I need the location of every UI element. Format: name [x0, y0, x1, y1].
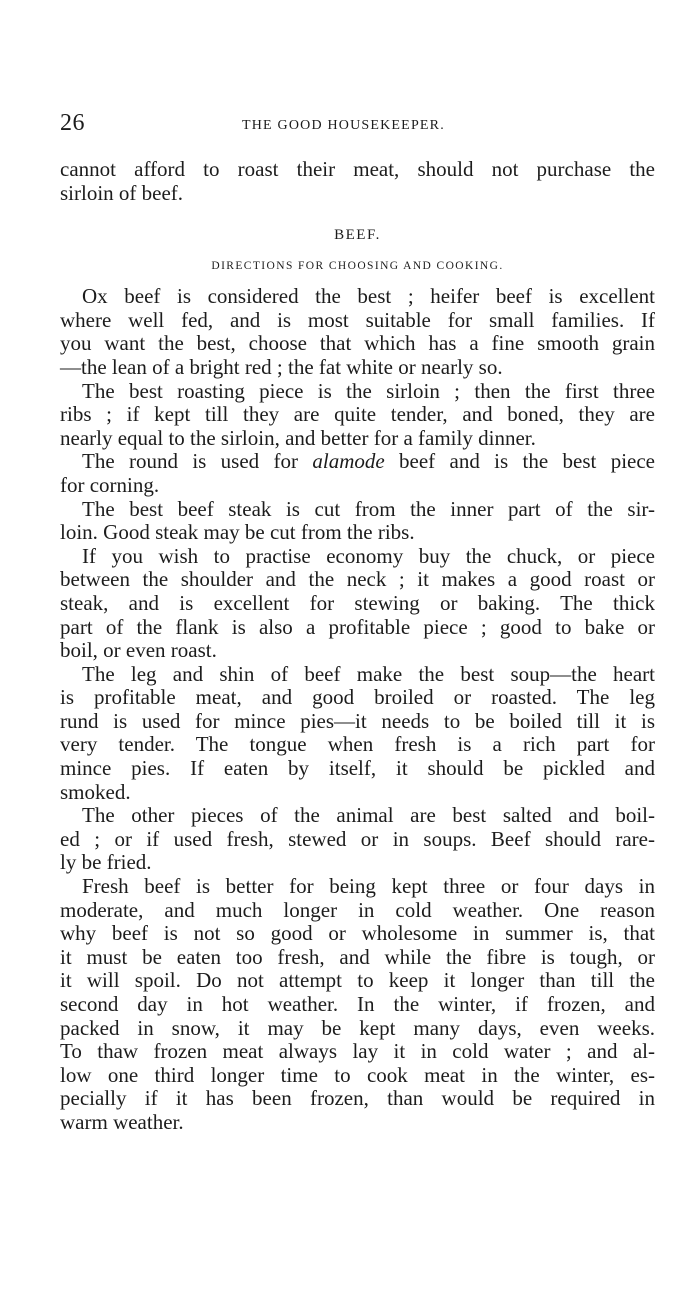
text-line: The leg and shin of beef make the best soup—the heart — [82, 661, 655, 686]
page-number: 26 — [60, 110, 85, 136]
opening-paragraph — [60, 158, 655, 205]
text-line: it must be eaten too fresh, and while the fibre is tough, or — [60, 944, 655, 969]
text-fragment: The round is used for — [82, 449, 313, 474]
text-line: ly be fried. — [60, 850, 152, 875]
text-line: you want the best, choose that which has a fine smooth grain — [60, 331, 655, 356]
text-line: smoked. — [60, 779, 131, 804]
text-line: Ox beef is considered the best ; heifer beef is excellent — [82, 284, 655, 309]
text-line: second day in hot weather. In the winter, if frozen, and — [60, 992, 655, 1016]
text-line: The best roasting piece is the sirloin ; then the first three — [82, 378, 655, 403]
text-line: cannot afford to roast their meat, should not purchase the — [60, 157, 655, 181]
text-line: low one third longer time to cook meat in the winter, es- — [60, 1062, 655, 1087]
text-line: sirloin of beef. — [60, 180, 184, 205]
text-line: ribs ; if kept till they are quite tender, and boned, they are — [60, 402, 655, 427]
text-line: for corning. — [60, 472, 160, 497]
text-line: part of the flank is also a profitable piece ; good to bake or — [60, 614, 655, 639]
page-body — [60, 158, 655, 1135]
text-line: moderate, and much longer in cold weather. One reason — [60, 897, 655, 922]
paragraph-fresh-beef — [60, 875, 655, 1135]
running-head: THE GOOD HOUSEKEEPER. — [242, 118, 445, 133]
text-line: loin. Good steak may be cut from the ribs. — [60, 520, 415, 545]
text-line: why beef is not so good or wholesome in summer is, that — [60, 921, 655, 946]
text-line: Fresh beef is better for being kept three or four days in — [82, 874, 655, 899]
text-line: boil, or even roast. — [60, 638, 217, 663]
paragraph-roasting-piece — [60, 380, 655, 451]
text-line: steak, and is excellent for stewing or baking. The thick — [60, 590, 655, 615]
text-line: ed ; or if used fresh, stewed or in soups. Beef should rare- — [60, 826, 655, 851]
text-line: packed in snow, it may be kept many days, even weeks. — [60, 1015, 655, 1040]
text-line: rund is used for mince pies—it needs to be boiled till it is — [60, 708, 655, 733]
text-line — [60, 450, 655, 474]
paragraph-round — [60, 450, 655, 497]
paragraph-beef-steak — [60, 498, 655, 545]
paragraph-economy — [60, 545, 655, 663]
text-fragment: beef and is the best piece — [384, 449, 655, 474]
section-title: BEEF. — [334, 227, 381, 244]
text-line: nearly equal to the sirloin, and better for a family dinner. — [60, 425, 536, 450]
paragraph-other-pieces — [60, 804, 655, 875]
text-line: it will spoil. Do not attempt to keep it longer than till the — [60, 968, 655, 993]
text-line: mince pies. If eaten by itself, it should be pickled and — [60, 756, 655, 781]
text-line: where well fed, and is most suitable for small families. If — [60, 307, 655, 332]
italic-term: alamode — [312, 449, 385, 474]
text-line: To thaw frozen meat always lay it in cold water ; and al- — [60, 1039, 655, 1064]
text-line: is profitable meat, and good broiled or roasted. The leg — [60, 685, 655, 710]
text-line: —the lean of a bright red ; the fat white or nearly so. — [60, 354, 503, 379]
text-line: The best beef steak is cut from the inner part of the sir- — [82, 496, 655, 521]
paragraph-leg-and-shin — [60, 663, 655, 805]
text-line: The other pieces of the animal are best salted and boil- — [82, 803, 655, 828]
section-subtitle: DIRECTIONS FOR CHOOSING AND COOKING. — [211, 260, 504, 273]
text-line: pecially if it has been frozen, than would be required in — [60, 1086, 655, 1111]
text-line: warm weather. — [60, 1109, 184, 1134]
paragraph-ox-beef — [60, 285, 655, 379]
text-line: between the shoulder and the neck ; it makes a good roast or — [60, 567, 655, 592]
text-line: very tender. The tongue when fresh is a rich part for — [60, 732, 655, 757]
text-line: If you wish to practise economy buy the chuck, or piece — [82, 543, 655, 568]
page-header — [60, 110, 660, 140]
